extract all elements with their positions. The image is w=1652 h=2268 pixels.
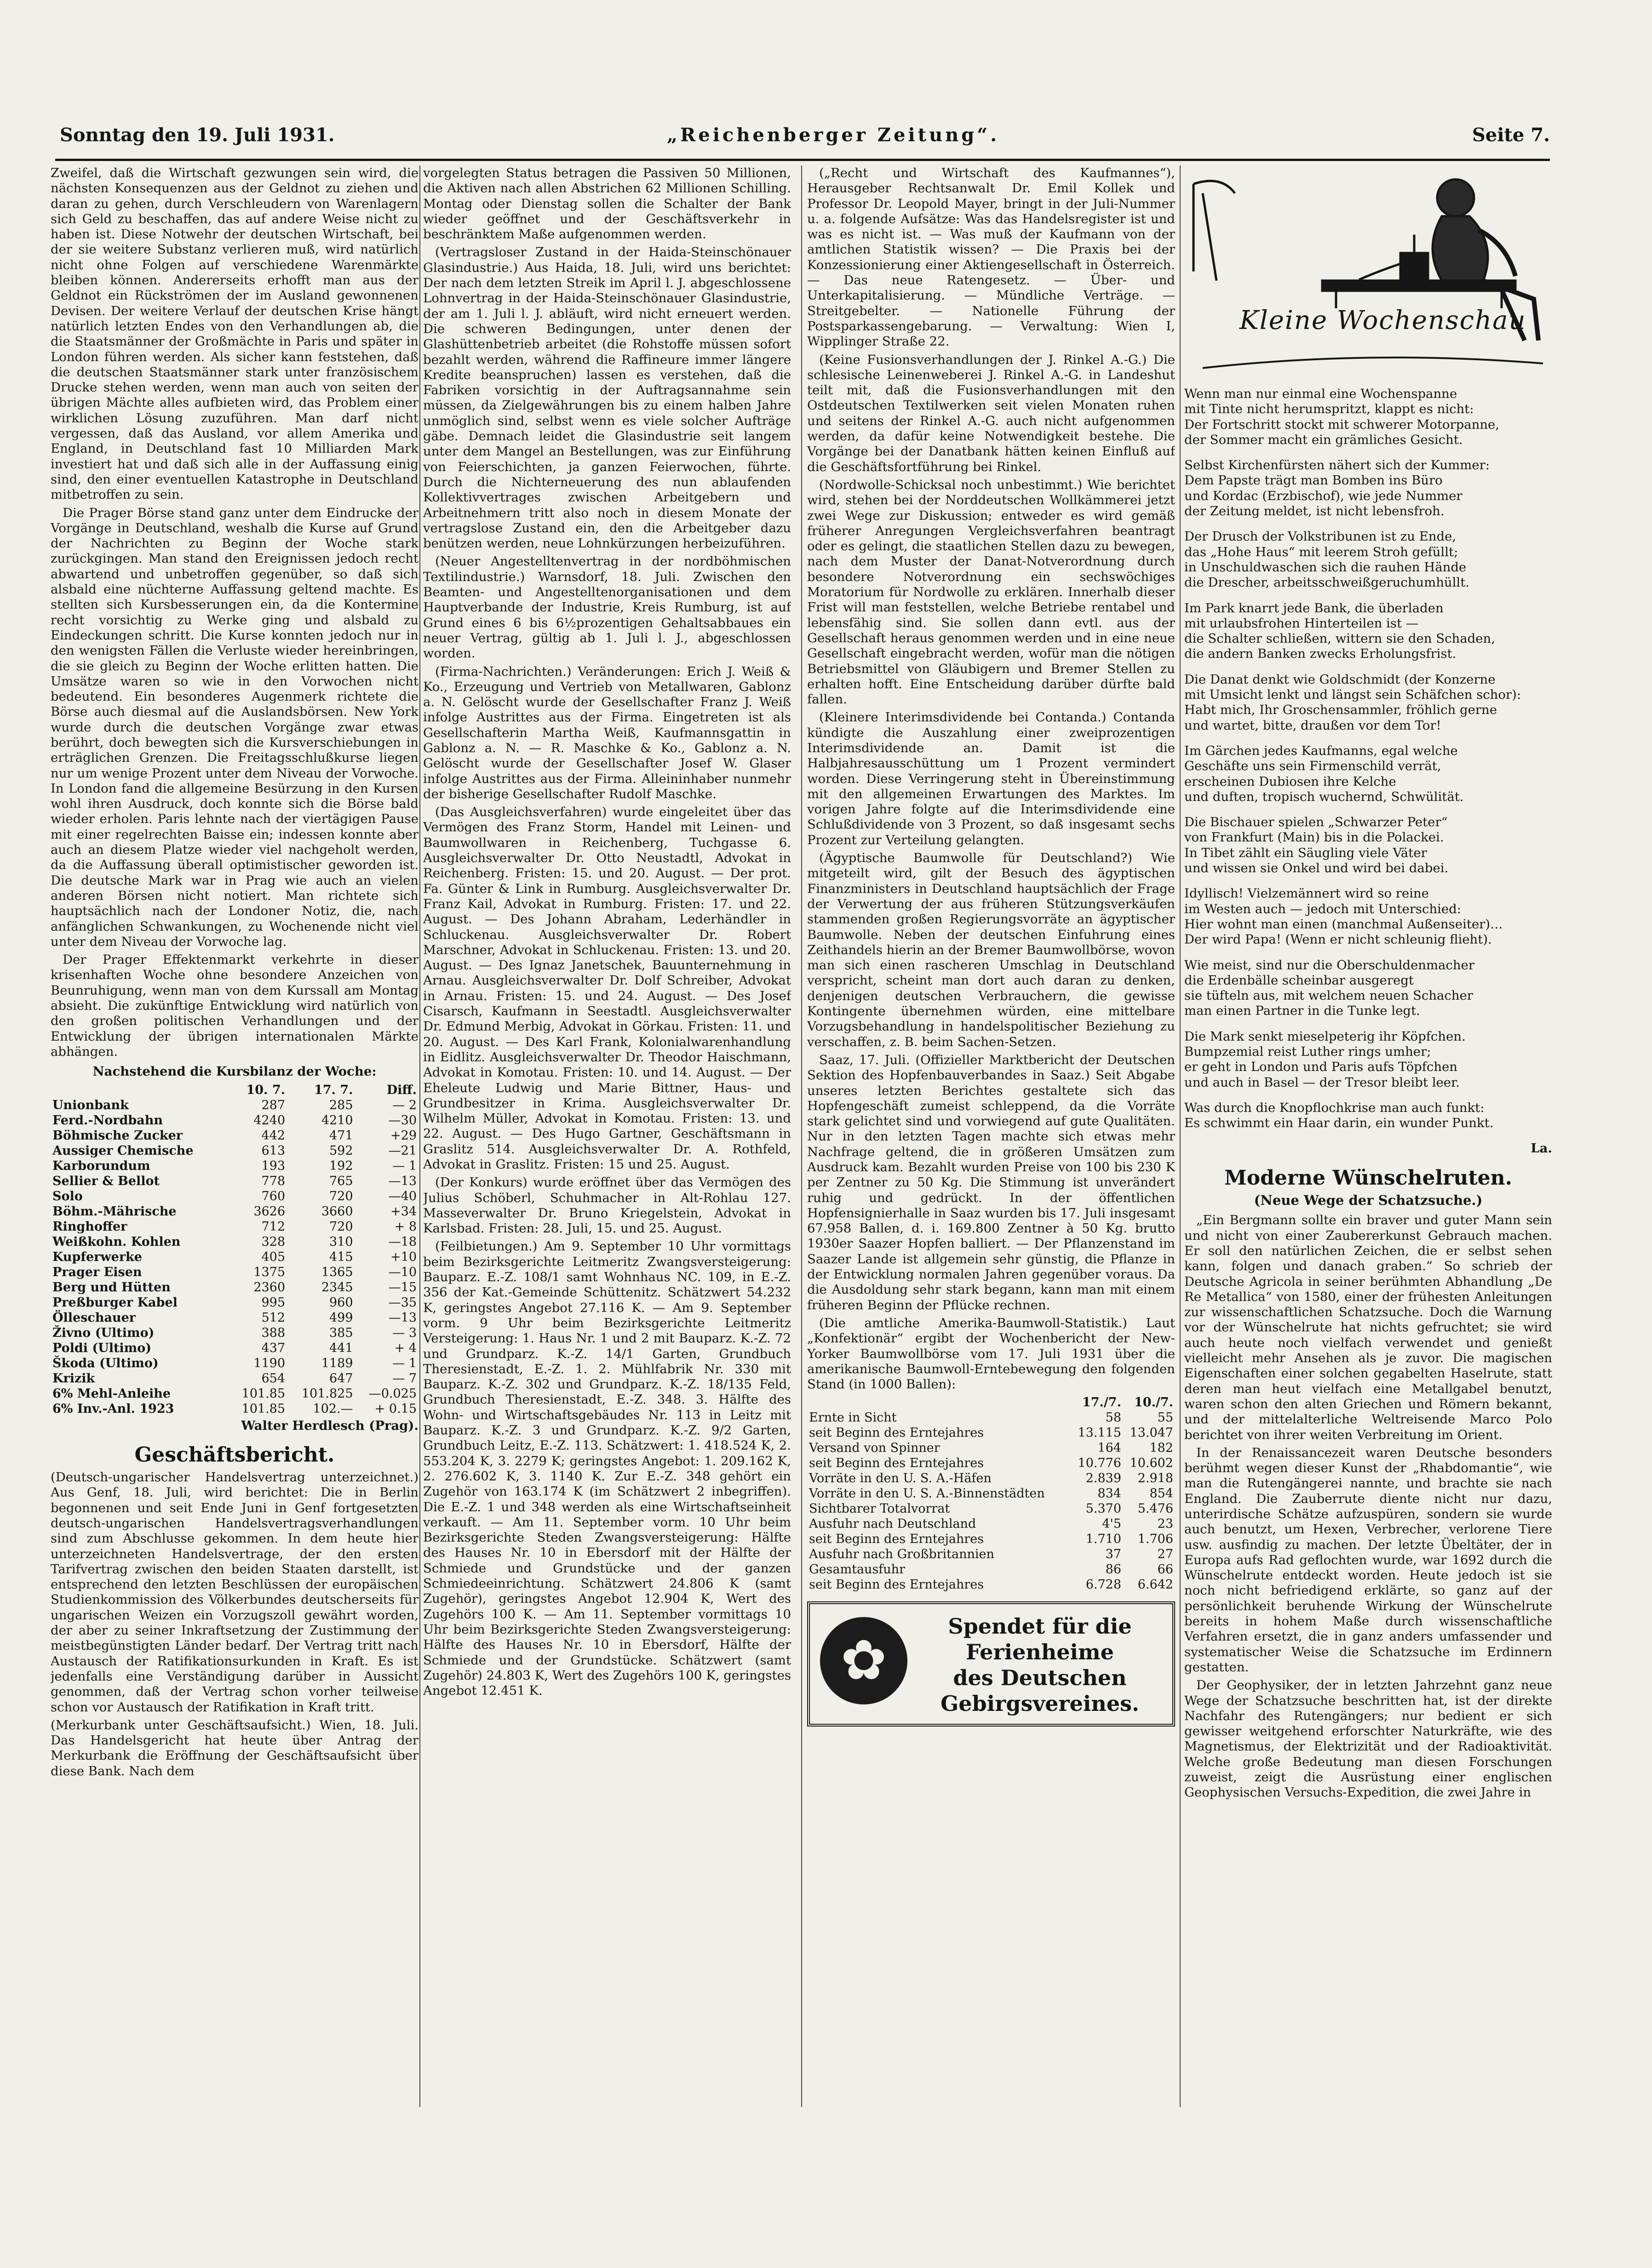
table-row [807,1531,1175,1547]
section-subtitle: (Neue Wege der Schatzsuche.) [1254,1192,1483,1209]
table-cell: Sellier & Bellot [52,1174,160,1188]
table-row [51,1386,419,1401]
table-cell: seit Beginn des Erntejahres [809,1577,984,1592]
poem-line: Der Fortschritt stockt mit schwerer Motorpanne, [1184,417,1500,432]
writer-at-desk-icon [1184,166,1552,382]
table-cell: Ausfuhr nach Deutschland [809,1517,976,1531]
article-paragraph: „Ein Bergmann sollte ein braver und guter Mann sein und nicht von einer Zaubererkunst Gebrauch machen. Er soll den natürlichen Zeichen, die er selbst sehen kann, folgen und danach graben.“ So schrieb der Deutsche Agricola in seiner berühmten Abhandlung „De Re Metallica“ von 1580, einer der frühesten Anleitungen zur wissenschaftlichen Schatzsuche. Doch die Warnung vor der Wünschelrute hat nichts gefruchtet; sie wird auch heute noch vielfach verwendet und genießt vielleicht mehr Ansehen als je zuvor. Die magischen Eigenschaften einer solchen gegabelten Haselrute, statt deren man heut vielfach eine Metallgabel benutzt, waren schon den alten Griechen und Römern bekannt, und der mittelalterliche Weltreisende Marco Polo berichtet von ihrer weiten Verbreitung im Orient. [1184,1213,1552,1442]
column-divider [1180,166,1181,2107]
table-cell: —40 [388,1189,417,1203]
poem-line: im Westen auch — jedoch mit Unterschied: [1184,901,1462,916]
table-cell: 415 [329,1249,353,1264]
table-cell: + 4 [394,1341,417,1355]
page-header [60,124,1550,156]
poem-stanza [1184,601,1552,662]
table-cell: Berg und Hütten [52,1280,171,1295]
poem-line: Hier wohnt man einen (manchmal Außenseiter)… [1184,916,1503,932]
table-cell: 55 [1157,1410,1173,1425]
poem-line: das „Hohe Haus“ mit leerem Stroh gefüllt; [1184,544,1458,559]
table-cell: +29 [390,1128,417,1143]
table-cell: Weißkohn. Kohlen [52,1234,181,1249]
poem-line: In Tibet zählt ein Säugling viele Väter [1184,845,1427,860]
table-cell: 6% Inv.-Anl. 1923 [52,1401,174,1416]
article-paragraph: In der Renaissancezeit waren Deutsche besonders berühmt wegen dieser Kunst der „Rhabdomantie“, wie man die Rutengängerei nannte, und brachte sie nach England. Die Zauberrute diente nicht nur dazu, unterirdische Schätze aufzuspüren, sondern sie wurde auch benutzt, um Hexen, Verbrecher, verlorene Tiere usw. ausfindig zu machen. Der letzte Übeltäter, der in Europa aufs Rad geflochten wurde, war 1692 durch die Wünschelrute entdeckt worden. Heute jedoch ist sie noch nicht befriedigend erklärte, so ganz auf der persönlichkeit beruhende Wirkung der Wünschelrute bereits in hohem Maße durch wissenschaftliche Verfahren ersetzt, die in ganz anders umfassender und systematischer Weise die Schatzsuche im Erdinnern gestatten. [1184,1445,1552,1675]
table-row [51,1265,419,1280]
table-cell: 66 [1157,1562,1173,1577]
kursbilanz-table [51,1082,419,1416]
cotton-statistics-table [807,1395,1175,1592]
table-row [51,1219,419,1234]
table-row [51,1158,419,1174]
article-paragraph: (Vertragsloser Zustand in der Haida-Steinschönauer Glasindustrie.) Aus Haida, 18. Juli, wird uns berichtet: Der nach dem letzten Streik im April l. J. abgeschlossene Lohnvertrag in der Haida-Steinschönauer Glasindustrie, der am 1. Juli l. J. abläuft, wird nicht erneuert werden. Die schweren Bedingungen, unter denen der Glashüttenbetrieb arbeitet (die Rohstoffe müssen sofort bezahlt werden, während die Raffineure immer längere Kredite beanspruchen) lassen es verstehen, daß die Fabriken vorsichtig in der Auftragsannahme sein müssen, da Zielgewährungen bis zu einem halben Jahre unmöglich sind, selbst wenn es viele solcher Aufträge gäbe. Demnach leidet die Glasindustrie seit langem unter dem Mangel an Bestellungen, was zur Einführung von Feierschichten, ja ganzen Feierwochen, führte. Durch die Nichterneuerung des nun ablaufenden Kollektivvertrages zwischen Arbeitgebern und Arbeitnehmern tritt also noch in diesem Monate der vertragslose Zustand ein, den die Arbeitgeber dazu benützen werden, neue Lohnkürzungen herbeizuführen. [423,245,791,551]
table-cell: 441 [329,1341,353,1355]
poem-line: mit Umsicht lenkt und längst sein Schäfchen schor): [1184,687,1521,702]
table-row [51,1371,419,1386]
ad-line: des Deutschen [953,1665,1127,1691]
table-cell: —15 [388,1280,417,1295]
table-header-cell: 10./7. [1134,1395,1173,1410]
table-row [51,1204,419,1219]
table-row [51,1341,419,1356]
table-cell: 720 [329,1189,353,1203]
table-cell: Ernte in Sicht [809,1410,897,1425]
table-cell: 765 [329,1174,353,1188]
poem-line: Die Danat denkt wie Goldschmidt (der Konzerne [1184,672,1496,687]
poem-line: die Schalter schließen, wittern sie den Schaden, [1184,631,1495,646]
article-paragraph: Der Prager Effektenmarkt verkehrte in dieser krisenhaften Woche ohne besondere Anzeichen von Beunruhigung, wenn man von dem Kurssall am Montag absieht. Die zukünftige Entwicklung wird natürlich von den großen politischen Verhandlungen und der Entwicklung der übrigen internationalen Märkte abhängen. [51,952,419,1059]
column-divider [801,166,802,2107]
table-cell: 6.642 [1137,1577,1173,1592]
table-row [807,1577,1175,1592]
table-row [51,1128,419,1143]
table-cell: 58 [1105,1410,1121,1425]
poem-line: Wenn man nur einmal eine Wochenspanne [1184,386,1457,401]
table-cell: 164 [1097,1441,1121,1456]
table-cell: + 0.15 [374,1401,417,1416]
table-header-cell: 17./7. [1082,1395,1121,1410]
table-cell: Karborundum [52,1158,150,1173]
table-row [807,1440,1175,1456]
poem-line: der Zeitung meldet, ist nicht lebensfroh. [1184,504,1445,519]
table-row [807,1562,1175,1577]
article-paragraph: (Deutsch-ungarischer Handelsvertrag unterzeichnet.) Aus Genf, 18. Juli, wird berichtet: Die in Berlin begonnenen und seit Ende Juni in Genf fortgesetzten deutsch-ungarischen Handelsvertragsverhandlungen sind zum Abschlusse gekommen. In dem heute hier unterzeichneten Handelsvertrage, der den ersten Tarifvertrag zwischen den beiden Staaten darstellt, ist entsprechend den letzten Beschlüssen der europäischen Studienkommission des Völkerbundes deutscherseits für ungarischen Weizen ein Vorzugszoll gewährt worden, der aber zu seiner Inkraftsetzung der Zustimmung der meistbegünstigten Länder bedarf. Der Vertrag tritt nach Austausch der Ratifikationsurkunden in Kraft. Es ist jedenfalls eine Verständigung darüber in Aussicht genommen, daß der Vertrag schon vorher teilweise schon vor Austausch der Ratifikation in Kraft tritt. [51,1470,419,1715]
table-cell: 101.85 [241,1386,286,1401]
table-cell: 2.839 [1085,1471,1121,1486]
table-cell: 23 [1157,1517,1173,1531]
poem-line: Es schwimmt ein Haar darin, ein wunder Punkt. [1184,1116,1494,1131]
table-cell: 1189 [321,1356,353,1370]
poem-line: die Drescher, arbeitsschweißgeruchumhüllt. [1184,575,1470,590]
table-cell: 182 [1149,1441,1173,1456]
table-cell: —30 [388,1113,417,1128]
poem-stanza [1184,958,1552,1019]
poem-stanza [1184,886,1552,947]
table-cell: 10.776 [1078,1456,1121,1471]
table-row [807,1547,1175,1562]
table-cell: — 1 [392,1356,417,1370]
poem-line: Wie meist, sind nur die Oberschuldenmacher [1184,957,1474,973]
table-cell: Sichtbarer Totalvorrat [809,1502,950,1516]
table-cell: 499 [329,1310,353,1325]
article-paragraph: Saaz, 17. Juli. (Offizieller Marktbericht der Deutschen Sektion des Hopfenbauverbandes in Saaz.) Seit Abgabe unseres letzten Berichtes gestaltete sich das Hopfengeschäft zumeist schleppend, da die Vorräte stark gelichtet sind und vorwiegend auf gute Qualitäten. Nur in den letzten Tagen machte sich etwas mehr Nachfrage geltend, die in größeren Umsätzen zum Ausdruck kam. Bezahlt wurden Preise von 100 bis 230 K per Zentner zu 50 Kg. Die Stimmung ist unverändert ruhig und gedrückt. In der öffentlichen Hopfensignierhalle in Saaz wurden bis 17. Juli insgesamt 67.958 Ballen, d. i. 169.800 Zentner à 50 Kg. brutto 1930er Saazer Hopfen balliert. — Der Pflanzenstand im Saazer Lande ist allgemein sehr günstig, die Pflanze in der Entwicklung normalen Jahren gegenüber voraus. Da die Ausdoldung sehr stark begann, kann man mit einem früheren Beginn der Pflücke rechnen. [807,1052,1175,1312]
poem-line: in Unschuldwaschen sich die rauhen Hände [1184,559,1467,575]
poem-line: Die Bischauer spielen „Schwarzer Peter“ [1184,815,1448,830]
table-cell: 3660 [321,1204,353,1219]
poem-line: Was durch die Knopflochkrise man auch funkt: [1184,1100,1485,1115]
table-cell: 1.710 [1085,1532,1121,1547]
table-cell: 405 [261,1249,286,1264]
table-cell: 995 [261,1295,286,1310]
kursbilanz-signature: Walter Herdlesch (Prag). [241,1418,419,1433]
article-paragraph: (Kleinere Interimsdividende bei Contanda.) Contanda kündigte die Auszahlung einer zweiprozentigen Interimsdividende an. Damit ist die Halbjahresausschüttung um 1 Prozent vermindert worden. Diese Verringerung steht in Übereinstimmung mit den allgemeinen Erwartungen des Marktes. Im vorigen Jahre folgte auf die Interimsdividende eine Schlußdividende von 3 Prozent, so daß insgesamt sechs Prozent zur Verteilung gelangten. [807,710,1175,847]
article-paragraph: (Firma-Nachrichten.) Veränderungen: Erich J. Weiß & Ko., Erzeugung und Vertrieb von Metallwaren, Gablonz a. N. Gelöscht wurde der Gesellschafter Franz J. Weiß infolge Austrittes aus der Firma. Eingetreten ist als Gesellschafterin Martha Weiß, Kaufmannsgattin in Gablonz a. N. — R. Maschke & Ko., Gablonz a. N. Gelöscht wurde der Gesellschafter Josef W. Glaser infolge Austrittes aus der Firma. Alleininhaber nunmehr der bisherige Gesellschafter Rudolf Maschke. [423,664,791,801]
table-cell: Prager Eisen [52,1265,142,1279]
table-cell: 613 [261,1143,286,1158]
table-cell: 654 [261,1371,286,1386]
table-row [51,1401,419,1416]
table-row [51,1143,419,1158]
table-cell: 647 [329,1371,353,1386]
table-cell: 10.602 [1130,1456,1173,1471]
article-paragraph: (Die amtliche Amerika-Baumwoll-Statistik.) Laut „Konfektionär“ ergibt der Wochenbericht der New-Yorker Baumwollbörse vom 17. Juli 1931 über die amerikanische Baumwoll-Erntebewegung den folgenden Stand (in 1000 Ballen): [807,1315,1175,1392]
table-row [51,1234,419,1249]
cartoon-illustration [1184,166,1552,382]
table-header-cell: 17. 7. [314,1082,353,1097]
table-cell: 6% Mehl-Anleihe [52,1386,171,1401]
poem-signature: La. [1531,1141,1552,1156]
cartoon-caption: Kleine Wochenschau [1239,305,1526,335]
column-3 [807,166,1175,2107]
table-cell: 4240 [253,1113,286,1128]
table-row [51,1249,419,1265]
poem-line: erscheinen Dubiosen ihre Kelche [1184,774,1396,789]
table-cell: 328 [261,1234,286,1249]
table-header-cell [51,1082,229,1098]
table-cell: Gesamtausfuhr [809,1562,905,1577]
poem-line: man einen Partner in die Tunke legt. [1184,1003,1420,1019]
table-cell: —13 [388,1174,417,1188]
table-cell: 5.370 [1085,1502,1121,1516]
table-cell: 2345 [321,1280,353,1295]
ad-line: Ferienheime [966,1640,1114,1665]
table-cell: Versand von Spinner [809,1441,940,1456]
poem-line: Im Park knarrt jede Bank, die überladen [1184,600,1444,616]
article-paragraph: Der Geophysiker, der in letzten Jahrzehnt ganz neue Wege der Schatzsuche beschritten hat, ist der direkte Nachfahr des Rutengängers; nur bedient er sich gewisser weitgehend erforschter Naturkräfte, wie des Magnetismus, der Elektrizität und der Radioaktivität. Welche große Bedeutung man diesen Forschungen zuweist, zeigt die Ausrüstung einer englischen Geophysischen Versuchs-Expedition, die zwei Jahre in [1184,1678,1552,1800]
table-cell: 2360 [253,1280,286,1295]
table-row [51,1174,419,1189]
table-cell: 778 [261,1174,286,1188]
table-cell: Poldi (Ultimo) [52,1341,152,1355]
table-row [51,1325,419,1341]
kursbilanz-title: Nachstehend die Kursbilanz der Woche: [92,1064,377,1079]
ad-line: Gebirgsvereines. [940,1691,1140,1716]
poem-stanza [1184,672,1552,733]
table-row [51,1098,419,1113]
article-paragraph: Zweifel, daß die Wirtschaft gezwungen sein wird, die nächsten Konsequenzen aus der Geldnot zu ziehen und daran zu gehen, durch Verschleudern von Warenlagern sich Geld zu beschaffen, das auf andere Weise nicht zu haben ist. Diese Notwehr der deutschen Wirtschaft, bei der sie weitere Substanz verlieren muß, wird natürlich nicht ohne Folgen auf verschiedene Warenmärkte bleiben können. Andererseits erhofft man aus der Geldnot ein Rückströmen der im Ausland gewonnenen Devisen. Der weitere Verlauf der deutschen Krise hängt natürlich letzten Endes von den Verhandlungen ab, die die Staatsmänner der Großmächte in Paris und später in London führen werden. Als sicher kann feststehen, daß die deutschen Staatsmänner stark unter französischem Drucke stehen werden, wenn man auch von seiten der übrigen Mächte alles aufbieten wird, das Problem einer wirklichen Lösung zuzuführen. Man darf nicht vergessen, daß das Ausland, vor allem Amerika und England, in Deutschland fast 10 Milliarden Mark investiert hat und daß sich alle in der Auffassung einig sind, den einer eventuellen Katastrophe in Deutschland mitbetroffen zu sein. [51,166,419,502]
advertisement-text [920,1613,1159,1716]
table-row [807,1410,1175,1425]
header-date: Sonntag den 19. Juli 1931. [60,124,335,146]
table-header-cell: 10. 7. [246,1082,286,1097]
table-cell: + 8 [394,1219,417,1234]
table-cell: Ringhoffer [52,1219,127,1234]
table-row [51,1280,419,1295]
poem-line: von Frankfurt (Main) bis in die Polackei. [1184,830,1444,845]
table-cell: 4'5 [1102,1517,1121,1531]
article-paragraph: (Ägyptische Baumwolle für Deutschland?) Wie mitgeteilt wird, gilt der Besuch des ägyptischen Finanzministers in Deutschland hauptsächlich der Frage der Verwertung der aus früheren Stützungsverkäufen stammenden großen Regierungsvorräte an ägyptischer Baumwolle. Neben der deutschen Einfuhrung eines Zeithandels hierin an der Bremer Baumwollbörse, wovon man sich einen rascheren Umschlag in Deutschland verspricht, scheint man dort auch daran zu denken, denjenigen deutschen Verbrauchern, die gewisse Kontingente übernehmen würden, eine mittelbare Vorzugsbehandlung in handelspolitischer Beziehung zu verschaffen, z. B. beim Sachen-Setzen. [807,851,1175,1049]
table-cell: 592 [329,1143,353,1158]
section-title: Moderne Wünschelruten. [1224,1166,1512,1190]
table-cell: —18 [388,1234,417,1249]
table-cell: +10 [390,1249,417,1264]
table-cell: 437 [261,1341,286,1355]
poem-line: Die Mark senkt mieselpeterig ihr Köpfchen. [1184,1029,1466,1044]
poem-stanza [1184,1029,1552,1090]
column-2 [423,166,791,2107]
table-cell: 442 [261,1128,286,1143]
table-cell: —35 [388,1295,417,1310]
table-cell: Kupferwerke [52,1249,142,1264]
table-cell: 388 [261,1325,286,1340]
article-paragraph: (Das Ausgleichsverfahren) wurde eingeleitet über das Vermögen des Franz Storm, Handel mit Leinen- und Baumwollwaren in Reichenberg, Tuchgasse 6. Ausgleichsverwalter Dr. Otto Neustadtl, Advokat in Reichenberg. Fristen: 15. und 20. August. — Der prot. Fa. Günter & Link in Rumburg. Ausgleichsverwalter Dr. Franz Kail, Advokat in Rumburg. Fristen: 17. und 22. August. — Des Johann Abraham, Lederhändler in Schluckenau. Ausgleichsverwalter Dr. Robert Marschner, Advokat in Schluckenau. Fristen: 13. und 20. August. — Des Ignaz Janetschek, Bauunternehmung in Arnau. Ausgleichsverwalter Dr. Dolf Schreiber, Advokat in Arnau. Fristen: 15. und 24. August. — Des Josef Cisarsch, Kaufmann in Seestadtl. Ausgleichsverwalter Dr. Edmund Merbig, Advokat in Görkau. Fristen: 11. und 20. August. — Des Karl Frank, Kolonialwarenhandlung in Eidlitz. Ausgleichsverwalter Dr. Theodor Haischmann, Advokat in Komotau. Fristen: 10. und 14. August. — Der Eheleute Ludwig und Marie Bittner, Haus- und Grundbesitzer in Krima. Ausgleichsverwalter Dr. Wilhelm Müller, Advokat in Komotau. Fristen: 13. und 22. August. — Des Hugo Gartner, Geschäftsmann in Graslitz 514. Ausgleichsverwalter Dr. A. Rothfeld, Advokat in Graslitz. Fristen: 15 und 25. August. [423,805,791,1172]
poem-stanza [1184,1100,1552,1131]
table-cell: 13.047 [1130,1426,1173,1440]
table-row [807,1471,1175,1486]
table-cell: — 7 [392,1371,417,1386]
table-cell: seit Beginn des Erntejahres [809,1532,984,1547]
poem-line: Habt mich, Ihr Groschensammler, fröhlich gerne [1184,702,1497,718]
ad-line: Spendet für die [948,1614,1132,1639]
table-cell: 512 [261,1310,286,1325]
poem-line: der Sommer macht ein grämliches Gesicht. [1184,432,1463,447]
table-cell: 720 [329,1219,353,1234]
poem-stanza [1184,529,1552,590]
table-row [51,1356,419,1371]
table-cell: Solo [52,1189,83,1203]
poem [1184,386,1552,1131]
table-cell: 192 [329,1158,353,1173]
table-cell: 834 [1097,1486,1121,1501]
header-masthead: „Reichenberger Zeitung“. [667,124,1000,146]
poem-line: und auch in Basel — der Tresor bleibt leer. [1184,1075,1460,1090]
poem-line: Der Drusch der Volkstribunen ist zu Ende, [1184,529,1457,544]
table-cell: 1.706 [1137,1532,1173,1547]
table-cell: 6.728 [1085,1577,1121,1592]
table-cell: Ferd.-Nordbahn [52,1113,163,1128]
table-cell: 1190 [253,1356,286,1370]
article-paragraph: (Der Konkurs) wurde eröffnet über das Vermögen des Julius Schöberl, Schuhmacher in Alt-Rohlau 127. Masseverwalter Dr. Bruno Kriegelstein, Advokat in Karlsbad. Fristen: 28. Juli, 15. und 25. August. [423,1175,791,1236]
article-paragraph: Die Prager Börse stand ganz unter dem Eindrucke der Vorgänge in Deutschland, weshalb die Kurse auf Grund der Nachrichten zu Beginn der Woche stark zurückgingen. Man stand den Ereignissen jedoch recht abwartend und unbetroffen gegenüber, so daß sich alsbald eine nüchterne Auffassung geltend machte. Es stellten sich Kursbesserungen ein, da die Kontermine recht vorsichtig zu Werke ging und alsbald zu Eindeckungen schritt. Die Kurse konnten jedoch nur in den wenigsten Fällen die Verluste wieder hereinbringen, die sie gleich zu Beginn der Woche erlitten hatten. Die Umsätze waren so wie in den Vorwochen nicht bedeutend. Ein besonderes Augenmerk richtete die Börse auch diesmal auf die Auslandsbörsen. New York wurde durch die deutschen Vorgänge zwar etwas berührt, doch bewegten sich die Kursverschiebungen in erträglichen Grenzen. Die Freitagsschlußkurse liegen nur um wenige Prozent unter dem Niveau der Vorwoche. In London fand die allgemeine Besürzung in den Kursen wohl ihren Ausdruck, doch konnte sich die Börse bald wieder erholen. Paris lehnte nach der viertägigen Pause mit einer regelrechten Baisse ein; indessen konnte aber auch an diesem Platze wieder viel nachgeholt werden, da die Auffassung überall optimistischer geworden ist. Die deutsche Mark war in Prag wie auch an vielen anderen Börsen nicht notiert. Man richtete sich hauptsächlich nach der Londoner Notiz, die, nach anfänglichen Schwankungen, zu Wochenende nicht viel unter dem Niveau der Vorwoche lag. [51,505,419,949]
table-cell: 13.115 [1078,1426,1121,1440]
table-cell: — 1 [392,1158,417,1173]
header-rule [55,159,1550,161]
advertisement-box [807,1601,1175,1727]
poem-line: er geht in London und Paris aufs Töpfchen [1184,1059,1458,1075]
article-paragraph: (Neuer Angestelltenvertrag in der nordböhmischen Textilindustrie.) Warnsdorf, 18. Juli. Zwischen den Beamten- und Angestelltenorganisationen und dem Hauptverbande der Industrie, Kreis Rumburg, ist auf Grund eines 6 bis 6½prozentigen Gehaltsabbaues ein neuer Vertrag, gültig ab 1. Juli l. J., abgeschlossen worden. [423,554,791,661]
table-cell: Ausfuhr nach Großbritannien [809,1547,994,1562]
table-cell: Škoda (Ultimo) [52,1356,159,1370]
table-cell: 1365 [321,1265,353,1279]
column-4 [1184,166,1552,2107]
poem-line: mit urlaubsfrohen Hinterteilen ist — [1184,616,1419,631]
table-cell: 101.85 [241,1401,286,1416]
poem-stanza [1184,743,1552,805]
table-cell: Vorräte in den U. S. A.-Binnenstädten [809,1486,1045,1501]
table-row [51,1295,419,1310]
table-cell: 37 [1105,1547,1121,1562]
poem-line: die Erdenbälle scheinbar ausgeregt [1184,973,1414,988]
table-row [807,1516,1175,1531]
table-row [51,1113,419,1128]
poem-line: und Kordac (Erzbischof), wie jede Nummer [1184,488,1463,503]
poem-stanza [1184,815,1552,876]
table-cell: —21 [388,1143,417,1158]
table-cell: Böhm.-Mährische [52,1204,177,1219]
poem-line: und wartet, bitte, draußen vor dem Tor! [1184,718,1441,733]
table-cell: —0.025 [368,1386,417,1401]
table-cell: 101.825 [301,1386,353,1401]
poem-line: Im Gärchen jedes Kaufmanns, egal welche [1184,743,1458,758]
table-cell: —13 [388,1310,417,1325]
table-cell: 2.918 [1137,1471,1173,1486]
table-row [807,1501,1175,1516]
header-page-number: Seite 7. [1472,124,1550,146]
table-cell: 960 [329,1295,353,1310]
table-cell: 1375 [253,1265,286,1279]
table-cell: Unionbank [52,1098,129,1112]
table-row [807,1456,1175,1471]
table-cell: seit Beginn des Erntejahres [809,1456,984,1471]
poem-line: mit Tinte nicht herumspritzt, klappt es nicht: [1184,402,1474,417]
poem-line: die andern Banken zwecks Erholungsfrist. [1184,646,1457,662]
table-cell: 285 [329,1098,353,1112]
poem-line: Idyllisch! Vielzemännert wird so reine [1184,886,1429,901]
table-row [51,1189,419,1204]
table-cell: 27 [1157,1547,1173,1562]
poem-line: und duften, tropisch wuchernd, Schwülität. [1184,789,1464,804]
table-row [807,1486,1175,1501]
article-paragraph: (Keine Fusionsverhandlungen der J. Rinkel A.-G.) Die schlesische Leinenweberei J. Rinkel A.-G. in Landeshut teilt mit, daß die Fusionsverhandlungen mit den Ostdeutschen Textilwerken seit vielen Monaten ruhen und seitens der Rinkel A.-G. auch nicht aufgenommen werden, da dafür keine Notwendigkeit bestehe. Die Vorgänge bei der Danatbank hätten keinen Einfluß auf die Geschäftsfortführung bei Rinkel. [807,352,1175,474]
column-divider [419,166,420,2107]
table-cell: Preßburger Kabel [52,1295,178,1310]
table-cell: +34 [390,1204,417,1219]
article-paragraph: (Feilbietungen.) Am 9. September 10 Uhr vormittags beim Bezirksgerichte Leitmeritz Zwangsversteigerung: Bauparz. E.-Z. 108/1 samt Wohnhaus NC. 109, in E.-Z. 356 der Kat.-Gemeinde Schüttenitz. Schätzwert 54.232 K, geringstes Angebot 27.116 K. — Am 9. September vorm. 9 Uhr beim Bezirksgerichte Leitmeritz Versteigerung: 1. Haus Nr. 1 und 2 mit Bauparz. K.-Z. 72 und Grundparz. K.-Z. 14/1 Garten, Grundbuch Theresienstadt, E.-Z. 1. 2. Mühlfabrik Nr. 330 mit Bauparz. K.-Z. 302 und Grundparz. K.-Z. 18/135 Feld, Grundbuch Theresienstadt, E.-Z. 348. 3. Hälfte des Wohn- und Wirtschaftsgebäudes Nr. 113 in Leitz mit Bauparz. K.-Z. 3 und Grundparz. K.-Z. 9/2 Garten, Grundbuch Leitz, E.-Z. 113. Schätzwert: 1. 418.524 K, 2. 553.204 K, 3. 2279 K; geringstes Angebot: 1. 209.162 K, 2. 276.602 K, 3. 1140 K. Zur E.-Z. 348 gehört ein Zugehör von 163.174 K (im Schätzwert 2 inbegriffen). Die E.-Z. 1 und 348 werden als eine Wirtschaftseinheit verkauft. — Am 11. September vorm. 10 Uhr beim Bezirksgerichte Steden Zwangsversteigerung: Hälfte des Hauses Nr. 10 in Ebersdorf mit der Hälfte der Schmiede und Grundstücke und der ganzen Schmiedeeinrichtung. Schätzwert 24.806 K (samt Zugehör), geringstes Angebot 12.904 K, Wert des Zugehörs 100 K. — Am 11. September vormittags 10 Uhr beim Bezirksgerichte Steden Zwangsversteigerung: Hälfte des Hauses Nr. 10 in Ebersdorf, Hälfte der Schmiede und der Grundstücke. Schätzwert (samt Zugehör) 24.803 K, Wert des Zugehörs 100 K, geringstes Angebot 12.451 K. [423,1239,791,1698]
table-cell: Aussiger Chemische [52,1143,194,1158]
table-cell: seit Beginn des Erntejahres [809,1426,984,1440]
table-cell: Böhmische Zucker [52,1128,183,1143]
column-1 [51,166,419,2107]
table-cell: 760 [261,1189,286,1203]
poem-line: und wissen sie Onkel und wird bei dabei. [1184,861,1449,876]
poem-line: Dem Papste trägt man Bomben ins Büro [1184,473,1443,488]
table-header-cell [807,1395,1071,1410]
poem-line: sie tüfteln aus, mit welchem neuen Schacher [1184,988,1473,1003]
table-cell: 5.476 [1137,1502,1173,1516]
poem-stanza [1184,458,1552,519]
table-row [51,1310,419,1325]
table-cell: Krizik [52,1371,95,1386]
poem-line: Bumpzemial reist Luther rings umher; [1184,1044,1431,1059]
table-cell: 3626 [253,1204,286,1219]
table-cell: 712 [261,1219,286,1234]
table-cell: 102.— [313,1401,353,1416]
table-cell: 310 [329,1234,353,1249]
table-cell: Ölleschauer [52,1310,136,1325]
table-cell: 193 [261,1158,286,1173]
table-cell: 86 [1105,1562,1121,1577]
table-cell: — 2 [392,1098,417,1112]
poem-stanza [1184,386,1552,448]
poem-line: Der wird Papa! (Wenn er nicht schleunig flieht). [1184,932,1492,947]
table-cell: Živno (Ultimo) [52,1325,155,1340]
table-cell: 385 [329,1325,353,1340]
table-cell: Vorräte in den U. S. A.-Häfen [809,1471,992,1486]
table-cell: 854 [1149,1486,1173,1501]
poem-line: Selbst Kirchenfürsten nähert sich der Kummer: [1184,458,1490,473]
table-cell: — 3 [392,1325,417,1340]
table-row [807,1425,1175,1440]
table-cell: 4210 [321,1113,353,1128]
section-title: Geschäftsbericht. [134,1443,335,1467]
table-cell: —10 [388,1265,417,1279]
article-paragraph: („Recht und Wirtschaft des Kaufmannes“), Herausgeber Rechtsanwalt Dr. Emil Kollek und Professor Dr. Leopold Mayer, bringt in der Juli-Nummer u. a. folgende Aufsätze: Was das Handelsregister ist und was es nicht ist. — Was muß der Kaufmann von der amtlichen Statistik wissen? — Die Praxis bei der Konzessionierung einer Aktiengesellschaft in Österreich. — Das neue Ratengesetz. — Über- und Unterkapitalisierung. — Mündliche Verträge. — Streitgebelter. — Nationelle Führung der Postsparkassengebarung. — Verwaltung: Wien I, Wipplinger Straße 22. [807,166,1175,349]
article-paragraph: (Nordwolle-Schicksal noch unbestimmt.) Wie berichtet wird, stehen bei der Norddeutschen Wollkämmerei jetzt zwei Wege zur Diskussion; entweder es wird gemäß früherer Anregungen Vergleichsverfahren beantragt oder es gelingt, die staatlichen Stellen dazu zu bewegen, nach dem Muster der Danat-Notverordnung durch besondere Notverordnung ein sechswöchiges Moratorium für Nordwolle zu erklären. Innerhalb dieser Frist will man feststellen, welche Betriebe rentabel und lebensfähig sind. Sie sollen dann evtl. aus der Gesellschaft heraus genommen werden und in eine neue Gesellschaft eingebracht werden, wofür man die nötigen Betriebsmittel von Gläubigern und Bremer Stellen zu erhalten hofft. Eine Entscheidung darüber dürfte bald fallen. [807,477,1175,707]
poem-line: Geschäfte uns sein Firmenschild verrät, [1184,759,1441,774]
article-paragraph: (Merkurbank unter Geschäftsaufsicht.) Wien, 18. Juli. Das Handelsgericht hat heute über Antrag der Merkurbank die Eröffnung der Geschäftsaufsicht über diese Bank. Nach dem [51,1717,419,1779]
edelweiss-emblem-icon: ✿ [820,1617,907,1704]
article-paragraph: vorgelegten Status betragen die Passiven 50 Millionen, die Aktiven nach allen Abstrichen 62 Millionen Schilling. Montag oder Dienstag sollen die Schalter der Bank wieder geöffnet und der Geschäftsverkehr in beschränktem Maße aufgenommen werden. [423,166,791,242]
table-cell: 471 [329,1128,353,1143]
table-cell: 287 [261,1098,286,1112]
table-header-cell: Diff. [386,1082,417,1097]
